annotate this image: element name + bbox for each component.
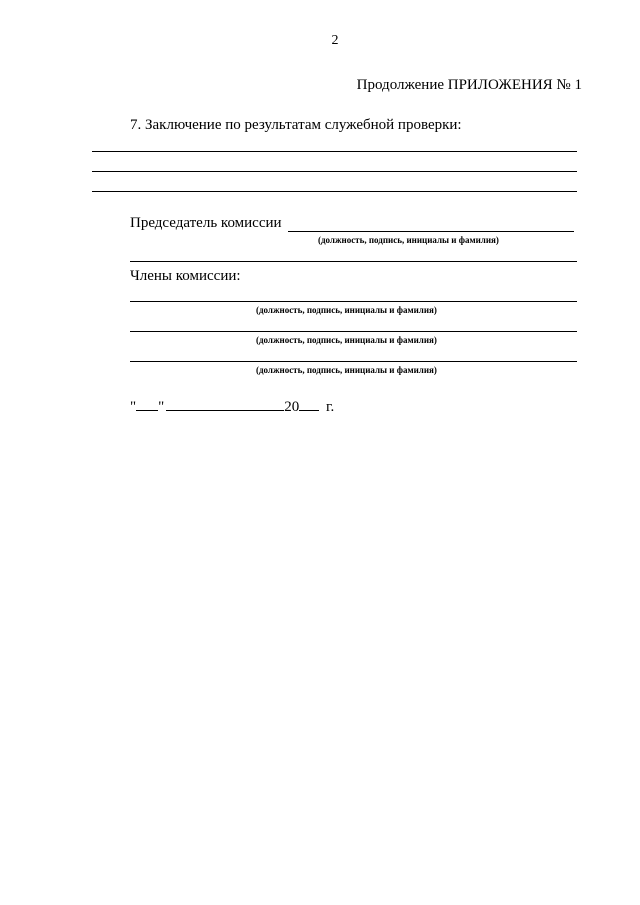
member-caption-3: (должность, подпись, инициалы и фамилия) [256, 365, 437, 375]
conclusion-line-2[interactable] [92, 171, 577, 172]
member-line-2[interactable] [130, 331, 577, 332]
date-open-quote: " [130, 399, 137, 415]
member-line-3[interactable] [130, 361, 577, 362]
date-month-blank[interactable] [166, 398, 284, 411]
conclusion-line-3[interactable] [92, 191, 577, 192]
date-close-quote: " [158, 399, 165, 415]
chairman-extra-line[interactable] [130, 261, 577, 262]
member-caption-2: (должность, подпись, инициалы и фамилия) [256, 335, 437, 345]
date-year-blank[interactable] [299, 398, 319, 411]
date-day-blank[interactable] [136, 398, 158, 411]
conclusion-line-1[interactable] [92, 151, 577, 152]
member-line-1[interactable] [130, 301, 577, 302]
appendix-heading: Продолжение ПРИЛОЖЕНИЯ № 1 [356, 77, 582, 93]
member-caption-1: (должность, подпись, инициалы и фамилия) [256, 305, 437, 315]
page-number: 2 [331, 33, 339, 48]
chairman-label: Председатель комиссии [130, 215, 282, 231]
section-title: 7. Заключение по результатам служебной проверки: [130, 117, 462, 133]
members-label: Члены комиссии: [130, 268, 241, 284]
chairman-caption: (должность, подпись, инициалы и фамилия) [318, 235, 499, 245]
date-year-prefix: 20 [284, 399, 300, 415]
date-line [130, 398, 334, 416]
date-year-suffix: г. [326, 399, 335, 415]
chairman-signature-line[interactable] [288, 231, 574, 232]
